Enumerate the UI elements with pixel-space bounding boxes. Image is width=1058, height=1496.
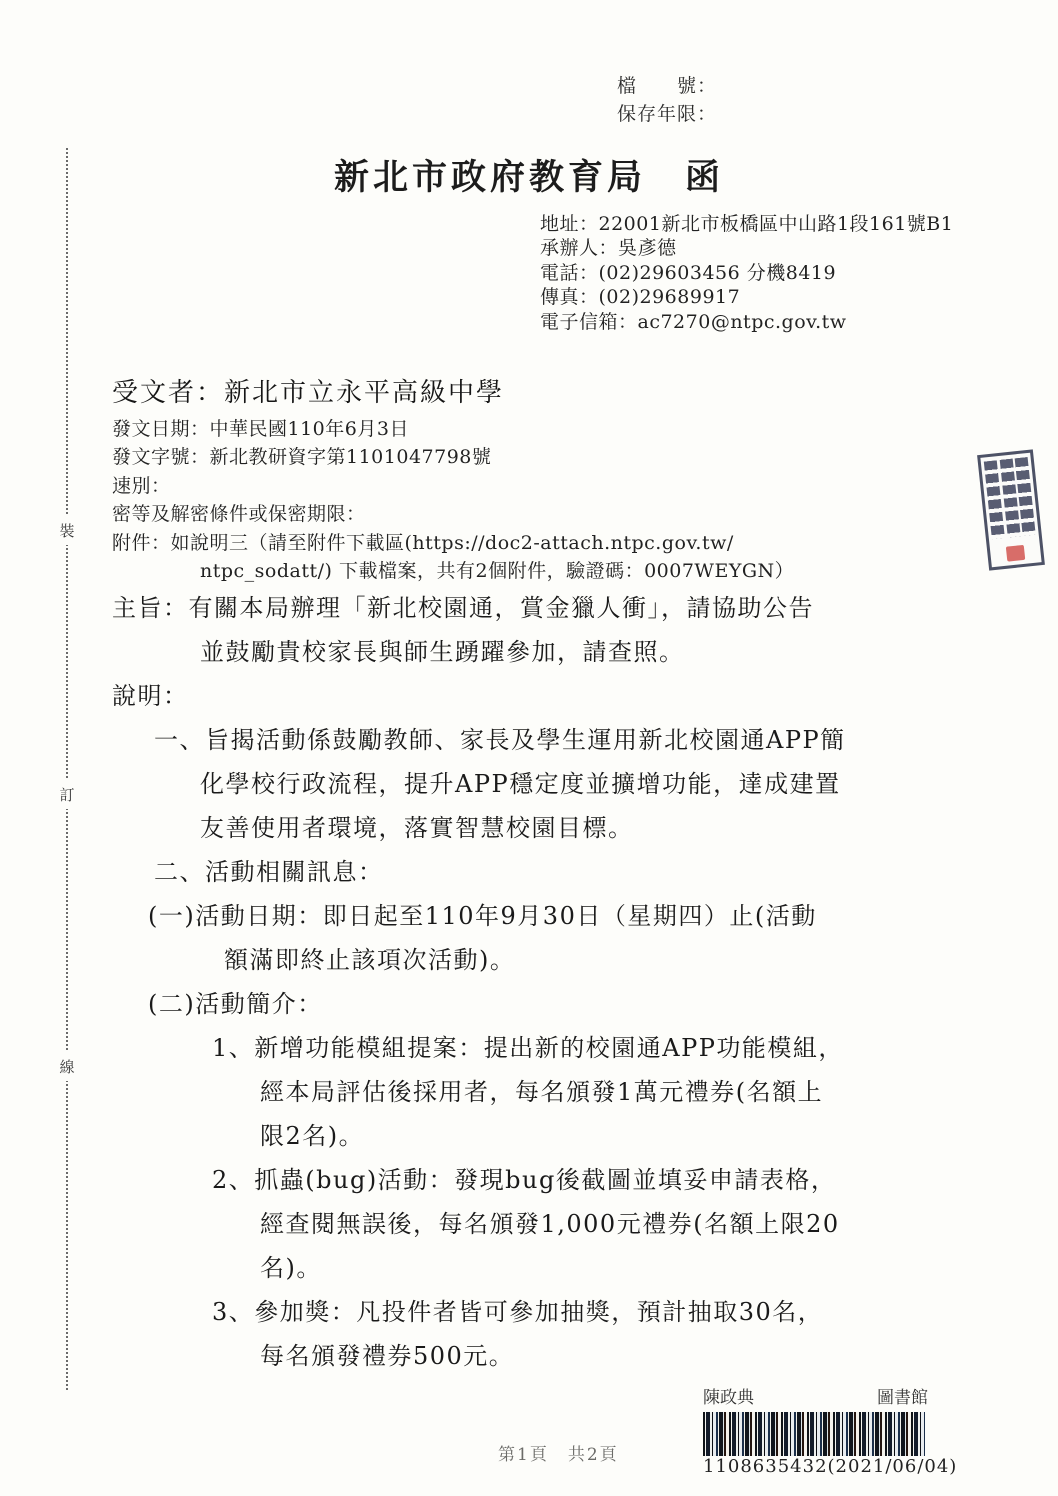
document-body [112, 586, 952, 1378]
event-date-line: (一)活動日期：即日起至110年9月30日（星期四）止(活動 [148, 902, 817, 930]
red-seal-icon [1006, 545, 1025, 562]
meta-issue-date: 發文日期：中華民國110年6月3日 [112, 418, 409, 440]
document-title: 新北市政府教育局 函 [333, 157, 724, 198]
recipient-line: 受文者：新北市立永平高級中學 [112, 378, 505, 408]
unit-name: 圖書館 [877, 1388, 928, 1408]
binding-mark-ding: 訂 [56, 780, 78, 809]
school-receipt-stamp [977, 449, 1045, 570]
event-item-1-cont2: 限2名)。 [260, 1122, 365, 1150]
binding-mark-zhuang: 裝 [56, 516, 78, 545]
binding-mark-xian: 線 [56, 1052, 78, 1081]
subject-line-cont: 並鼓勵貴校家長與師生踴躍參加，請查照。 [200, 638, 685, 666]
meta-doc-number: 發文字號：新北教研資字第1101047798號 [112, 446, 492, 469]
explanation-item-1-cont: 化學校行政流程，提升APP穩定度並擴增功能，達成建置 [200, 770, 841, 798]
barcode [703, 1412, 925, 1456]
event-item-3-cont: 每名頒發禮券500元。 [260, 1342, 515, 1370]
barcode-number: 1108635432 [703, 1456, 828, 1477]
meta-attachment-cont: ntpc_sodatt/) 下載檔案，共有2個附件，驗證碼：0007WEYGN） [200, 560, 795, 583]
meta-priority: 速別： [112, 474, 171, 497]
file-no-label: 檔 號： [617, 75, 718, 97]
explanation-item-2: 二、活動相關訊息： [154, 858, 384, 886]
sender-contact-person: 承辦人：吳彥德 [540, 237, 677, 260]
barcode-date: (2021/06/04) [827, 1456, 958, 1477]
sender-contact-block [540, 212, 953, 334]
registry-stamp-block [703, 1383, 958, 1477]
binding-dotted-line [66, 148, 68, 1390]
sender-phone: 電話：(02)29603456 分機8419 [540, 261, 837, 284]
meta-attachment: 附件：如說明三（請至附件下載區(https://doc2-attach.ntpc.gov.tw/ [112, 531, 734, 554]
event-item-1: 1、新增功能模組提案：提出新的校園通APP功能模組， [212, 1034, 844, 1062]
explanation-item-1: 一、旨揭活動係鼓勵教師、家長及學生運用新北校園通APP簡 [154, 726, 846, 754]
event-item-2-cont2: 名)。 [260, 1254, 322, 1282]
event-item-2-cont: 經查閱無誤後，每名頒發1,000元禮券(名額上限20 [260, 1210, 840, 1238]
meta-security: 密等及解密條件或保密期限： [112, 503, 366, 526]
registrar-name: 陳政典 [703, 1388, 754, 1408]
retention-label: 保存年限： [617, 103, 718, 125]
subject-line: 主旨：有關本局辦理「新北校園通，賞金獵人衝」，請協助公告 [112, 594, 814, 622]
sender-email: 電子信箱：ac7270@ntpc.gov.tw [540, 310, 847, 333]
sender-fax: 傳真：(02)29689917 [540, 286, 741, 309]
page-number: 第1頁 共2頁 [498, 1445, 619, 1465]
meta-block [112, 415, 794, 585]
file-no-block [617, 72, 717, 128]
explanation-item-1-cont2: 友善使用者環境，落實智慧校園目標。 [200, 814, 634, 842]
event-item-2: 2、抓蟲(bug)活動：發現bug後截圖並填妥申請表格， [212, 1166, 837, 1194]
event-item-1-cont: 經本局評估後採用者，每名頒發1萬元禮券(名額上 [260, 1078, 824, 1106]
event-intro-heading: (二)活動簡介： [148, 990, 323, 1018]
event-item-3: 3、參加獎：凡投件者皆可參加抽獎，預計抽取30名， [212, 1298, 824, 1326]
event-date-line-cont: 額滿即終止該項次活動)。 [224, 946, 516, 974]
explanation-heading: 說明： [112, 682, 189, 710]
sender-address: 地址：22001新北市板橋區中山路1段161號B1 [540, 213, 954, 235]
